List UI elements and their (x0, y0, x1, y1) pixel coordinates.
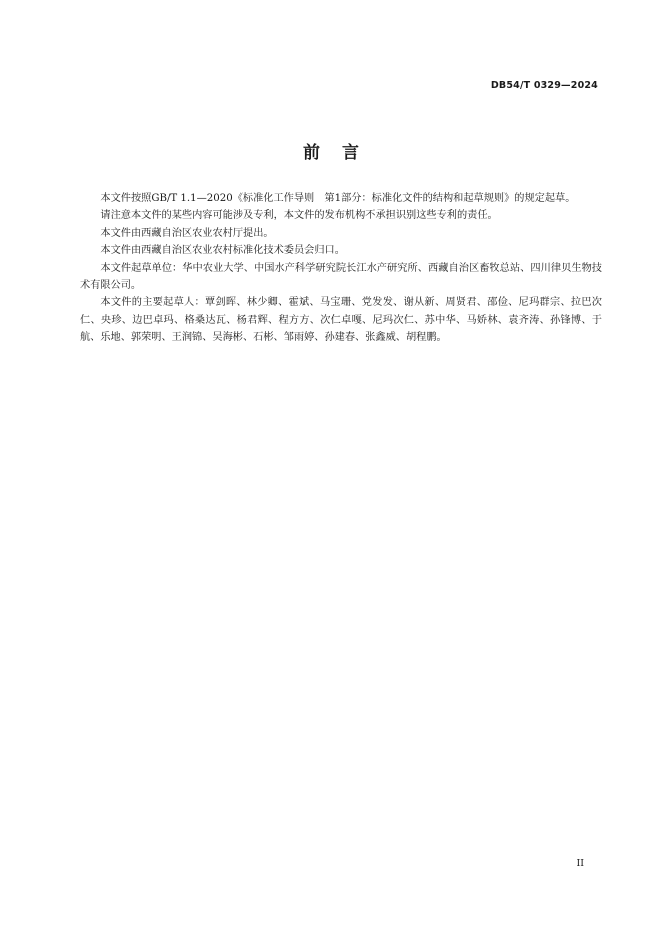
page-title: 前言 (303, 143, 381, 163)
paragraph-drafting-units: 本文件起草单位：华中农业大学、中国水产科学研究院长江水产研究所、西藏自治区畜牧总站、四川律贝生物技术有限公司。 (80, 262, 602, 292)
paragraph-drafting-rules: 本文件按照GB/T 1.1—2020《标准化工作导则 第1部分：标准化文件的结构和起草规则》的规定起草。 (100, 193, 576, 204)
foreword-body (80, 190, 602, 347)
paragraph-patent-notice: 请注意本文件的某些内容可能涉及专利，本文件的发布机构不承担识别这些专利的责任。 (100, 210, 498, 222)
paragraph-drafters: 本文件的主要起草人：覃剑晖、林少卿、霍斌、马宝珊、党发发、谢从新、周贤君、邵俭、尼玛群宗、拉巴次仁、央珍、边巴卓玛、格桑达瓦、杨君辉、程方方、次仁卓嘎、尼玛次仁、苏中华、马娇林、袁齐涛、孙锋博、于航、乐地、郭荣明、王润锦、吴海彬、石彬、邹雨婷、孙建春、张鑫威、胡程鹏。 (80, 297, 602, 344)
paragraph-centralized-by: 本文件由西藏自治区农业农村标准化技术委员会归口。 (100, 245, 345, 257)
page-number: II (576, 858, 584, 869)
document-code: DB54/T 0329—2024 (490, 80, 598, 91)
paragraph-proposer: 本文件由西藏自治区农业农村厅提出。 (100, 227, 274, 239)
